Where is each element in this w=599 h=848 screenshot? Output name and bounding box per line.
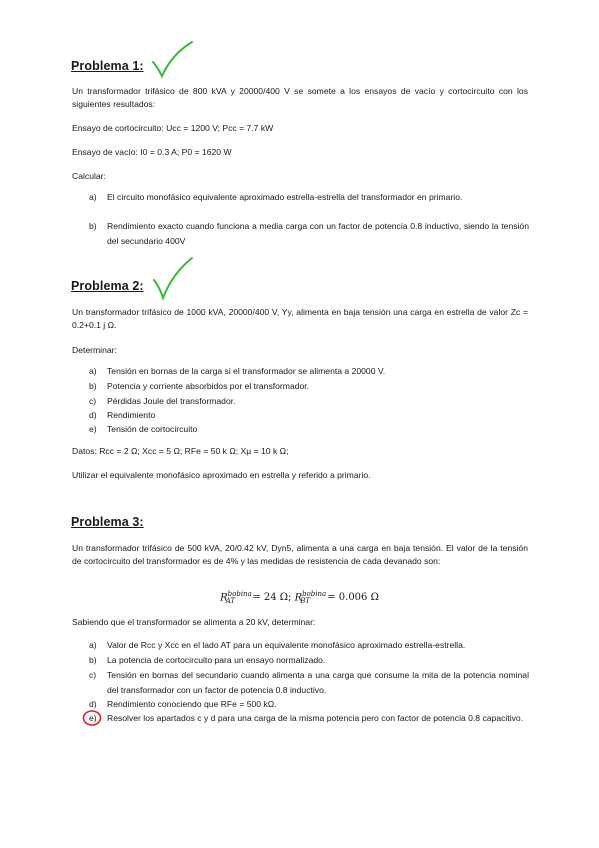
problem-3-title: Problema 3: — [71, 515, 144, 529]
no-load-test: Ensayo de vacío: I0 = 0.3 A; P0 = 1620 W — [72, 147, 232, 157]
problem-1-title: Problema 1: — [71, 59, 144, 73]
calculate-label: Calcular: — [72, 171, 106, 181]
checkmark-icon — [150, 40, 195, 80]
use-equivalent-note: Utilizar el equivalente monofásico aproximado en estrella y referido a primario. — [72, 470, 371, 480]
sabiendo-statement: Sabiendo que el transformador se alimenta a 20 kV, determinar: — [72, 617, 316, 627]
short-circuit-test: Ensayo de cortocircuito: Ucc = 1200 V; Pcc = 7.7 kW — [72, 123, 274, 133]
red-circle-annotation — [82, 709, 104, 727]
document-page: Problema 1: Un transformador trifásico de 800 kVA y 20000/400 V se somete a los ensayos de vacío y cortocircuito con los siguientes resultados: Ensayo de cortocircuito: Ucc = 1200 V; Pcc = 7.7 kW Ensayo de vacío: I0 = 0.3 A; P0 = 1620 W Calcular: a) El circuito monofásico equivalente aproximado estrella-estrella del transformador en primario. b) Rendimiento exacto cuando funciona a media carga con un factor de potencia 0.8 inductivo, siendo la tensión del secundario 400V Problema 2: Un transformador trifásico de 1000 kVA, 20000/400 V, Yy, alimenta en baja tensión una carga en estrella de valor Zc = 0.2+0.1 j Ω. Determinar: a) Tensión en bornas de la carga si el transformador se alimenta a 20000 V. b) Potencia y corriente absorbidos por el transformador. c) Pérdidas Joule del transformador. d) Rendimiento e) Tensión de cortocircuito Datos: Rcc = 2 Ω; Xcc = 5 Ω; RFe = 50 k Ω; Xµ = 10 k Ω; Utilizar el equivalente monofásico aproximado en estrella y referido a primario. Problema 3: Un transformador trifásico de 500 kVA, 20/0.42 kV, Dyn5, alimenta a una carga en baja tensión. El valor de la tensión de cortocircuito del transformador es de 4% y las medidas de resistencia de cada devanado son: $R^{bobina}_{AT} = 24$ Ω; $R^{bobina}_{BT} = 0.006$ Ω Sabiendo que el transformador se alimenta a 20 kV, determinar: a) Valor de Rcc y Xcc en el lado AT para un equivalente monofásico aproximado estrella-estrella. b) La potencia de cortocircuito para un ensayo normalizado. c) Tensión en bornas del secundario cuando alimenta a una carga que consume la mita de la potencia nominal del transformador con un factor de potencia 0.8 inductivo. d) Rendimiento conociendo que RFe = 500 kΩ. e) Resolver los apartados c y d para una carga de la misma potencia pero con factor de potencia 0.8 capacitivo. — [0, 0, 599, 848]
checkmark-icon — [152, 256, 197, 302]
problem-2-title: Problema 2: — [71, 279, 144, 293]
data-values: Datos: Rcc = 2 Ω; Xcc = 5 Ω; RFe = 50 k Ω; Xµ = 10 k Ω; — [72, 446, 289, 456]
problem-3-intro: Un transformador trifásico de 500 kVA, 20/0.42 kV, Dyn5, alimenta a una carga en baja tensión. El valor de la tensión de cortocircuito del transformador es de 4% y las medidas de resistencia de cada devanado son: — [72, 543, 528, 566]
problem-1-intro: Un transformador trifásico de 800 kVA y 20000/400 V se somete a los ensayos de vacío y cortocircuito con los siguientes resultados: — [72, 86, 528, 109]
determine-label: Determinar: — [72, 345, 117, 355]
winding-resistance-formula: $R^{bobina}_{AT} = 24$ Ω; $R^{bobina}_{BT} = 0.006$ Ω — [220, 590, 379, 606]
problem-2-intro: Un transformador trifásico de 1000 kVA, 20000/400 V, Yy, alimenta en baja tensión una carga en estrella de valor Zc = 0.2+0.1 j Ω. — [72, 307, 528, 330]
